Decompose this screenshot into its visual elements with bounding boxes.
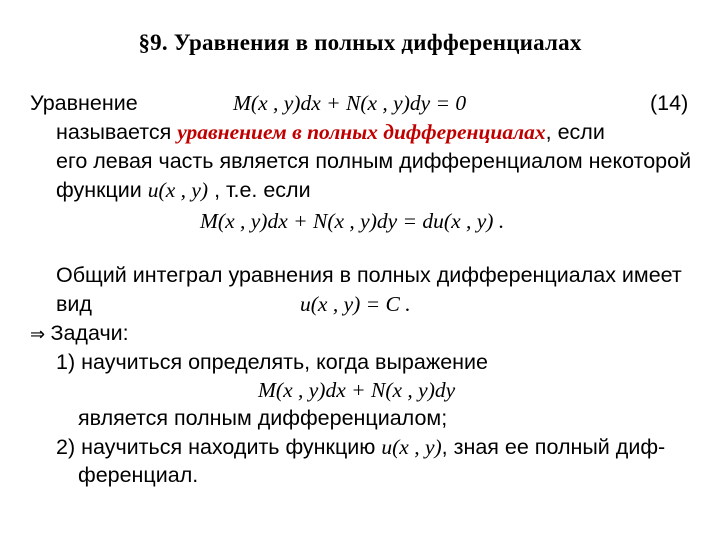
total-differential-equation: M(x , y)dx + N(x , y)dy = du(x , y) . — [200, 209, 505, 233]
task-2 — [56, 434, 665, 460]
defined-term: уравнением в полных дифференциалах — [177, 120, 546, 144]
function-word: функции — [56, 178, 142, 202]
general-integral-line: Общий интеграл уравнения в полных дифференциалах имеет — [56, 263, 682, 287]
task-1-continuation: является полным дифференциалом; — [78, 406, 448, 430]
vid-word: вид — [56, 292, 92, 316]
task-2-text-b: , зная ее полный диф- — [441, 435, 666, 459]
task-2-function: u(x , y) — [381, 435, 442, 459]
task-2-text-a: научиться находить функцию — [81, 435, 376, 459]
task-2-continuation: ференциал. — [78, 463, 199, 487]
task-1-number: 1) — [56, 350, 76, 374]
definition-line — [56, 119, 605, 145]
called-prefix: называется — [56, 120, 172, 144]
task-1 — [56, 349, 488, 375]
called-suffix: , если — [545, 120, 605, 144]
equation-number: (14) — [650, 91, 689, 115]
task-1-text: научиться определять, когда выражение — [81, 350, 489, 374]
equation-14: M(x , y)dx + N(x , y)dy = 0 — [233, 91, 467, 115]
definition-line-3: его левая часть является полным дифференциалом некоторой — [56, 149, 692, 173]
task-1-expression: M(x , y)dx + N(x , y)dy — [258, 378, 456, 402]
definition-line-4 — [56, 177, 311, 203]
general-integral-equation: u(x , y) = C . — [300, 292, 411, 316]
ie-if: , т.е. если — [214, 178, 311, 202]
implies-arrow-icon: ⇒ — [30, 324, 46, 345]
task-2-number: 2) — [56, 435, 76, 459]
tasks-label: Задачи: — [50, 321, 129, 345]
intro-word: Уравнение — [30, 91, 138, 115]
tasks-heading — [30, 320, 129, 348]
function-u: u(x , y) — [147, 178, 209, 202]
page-title: §9. Уравнения в полных дифференциалах — [138, 30, 582, 55]
